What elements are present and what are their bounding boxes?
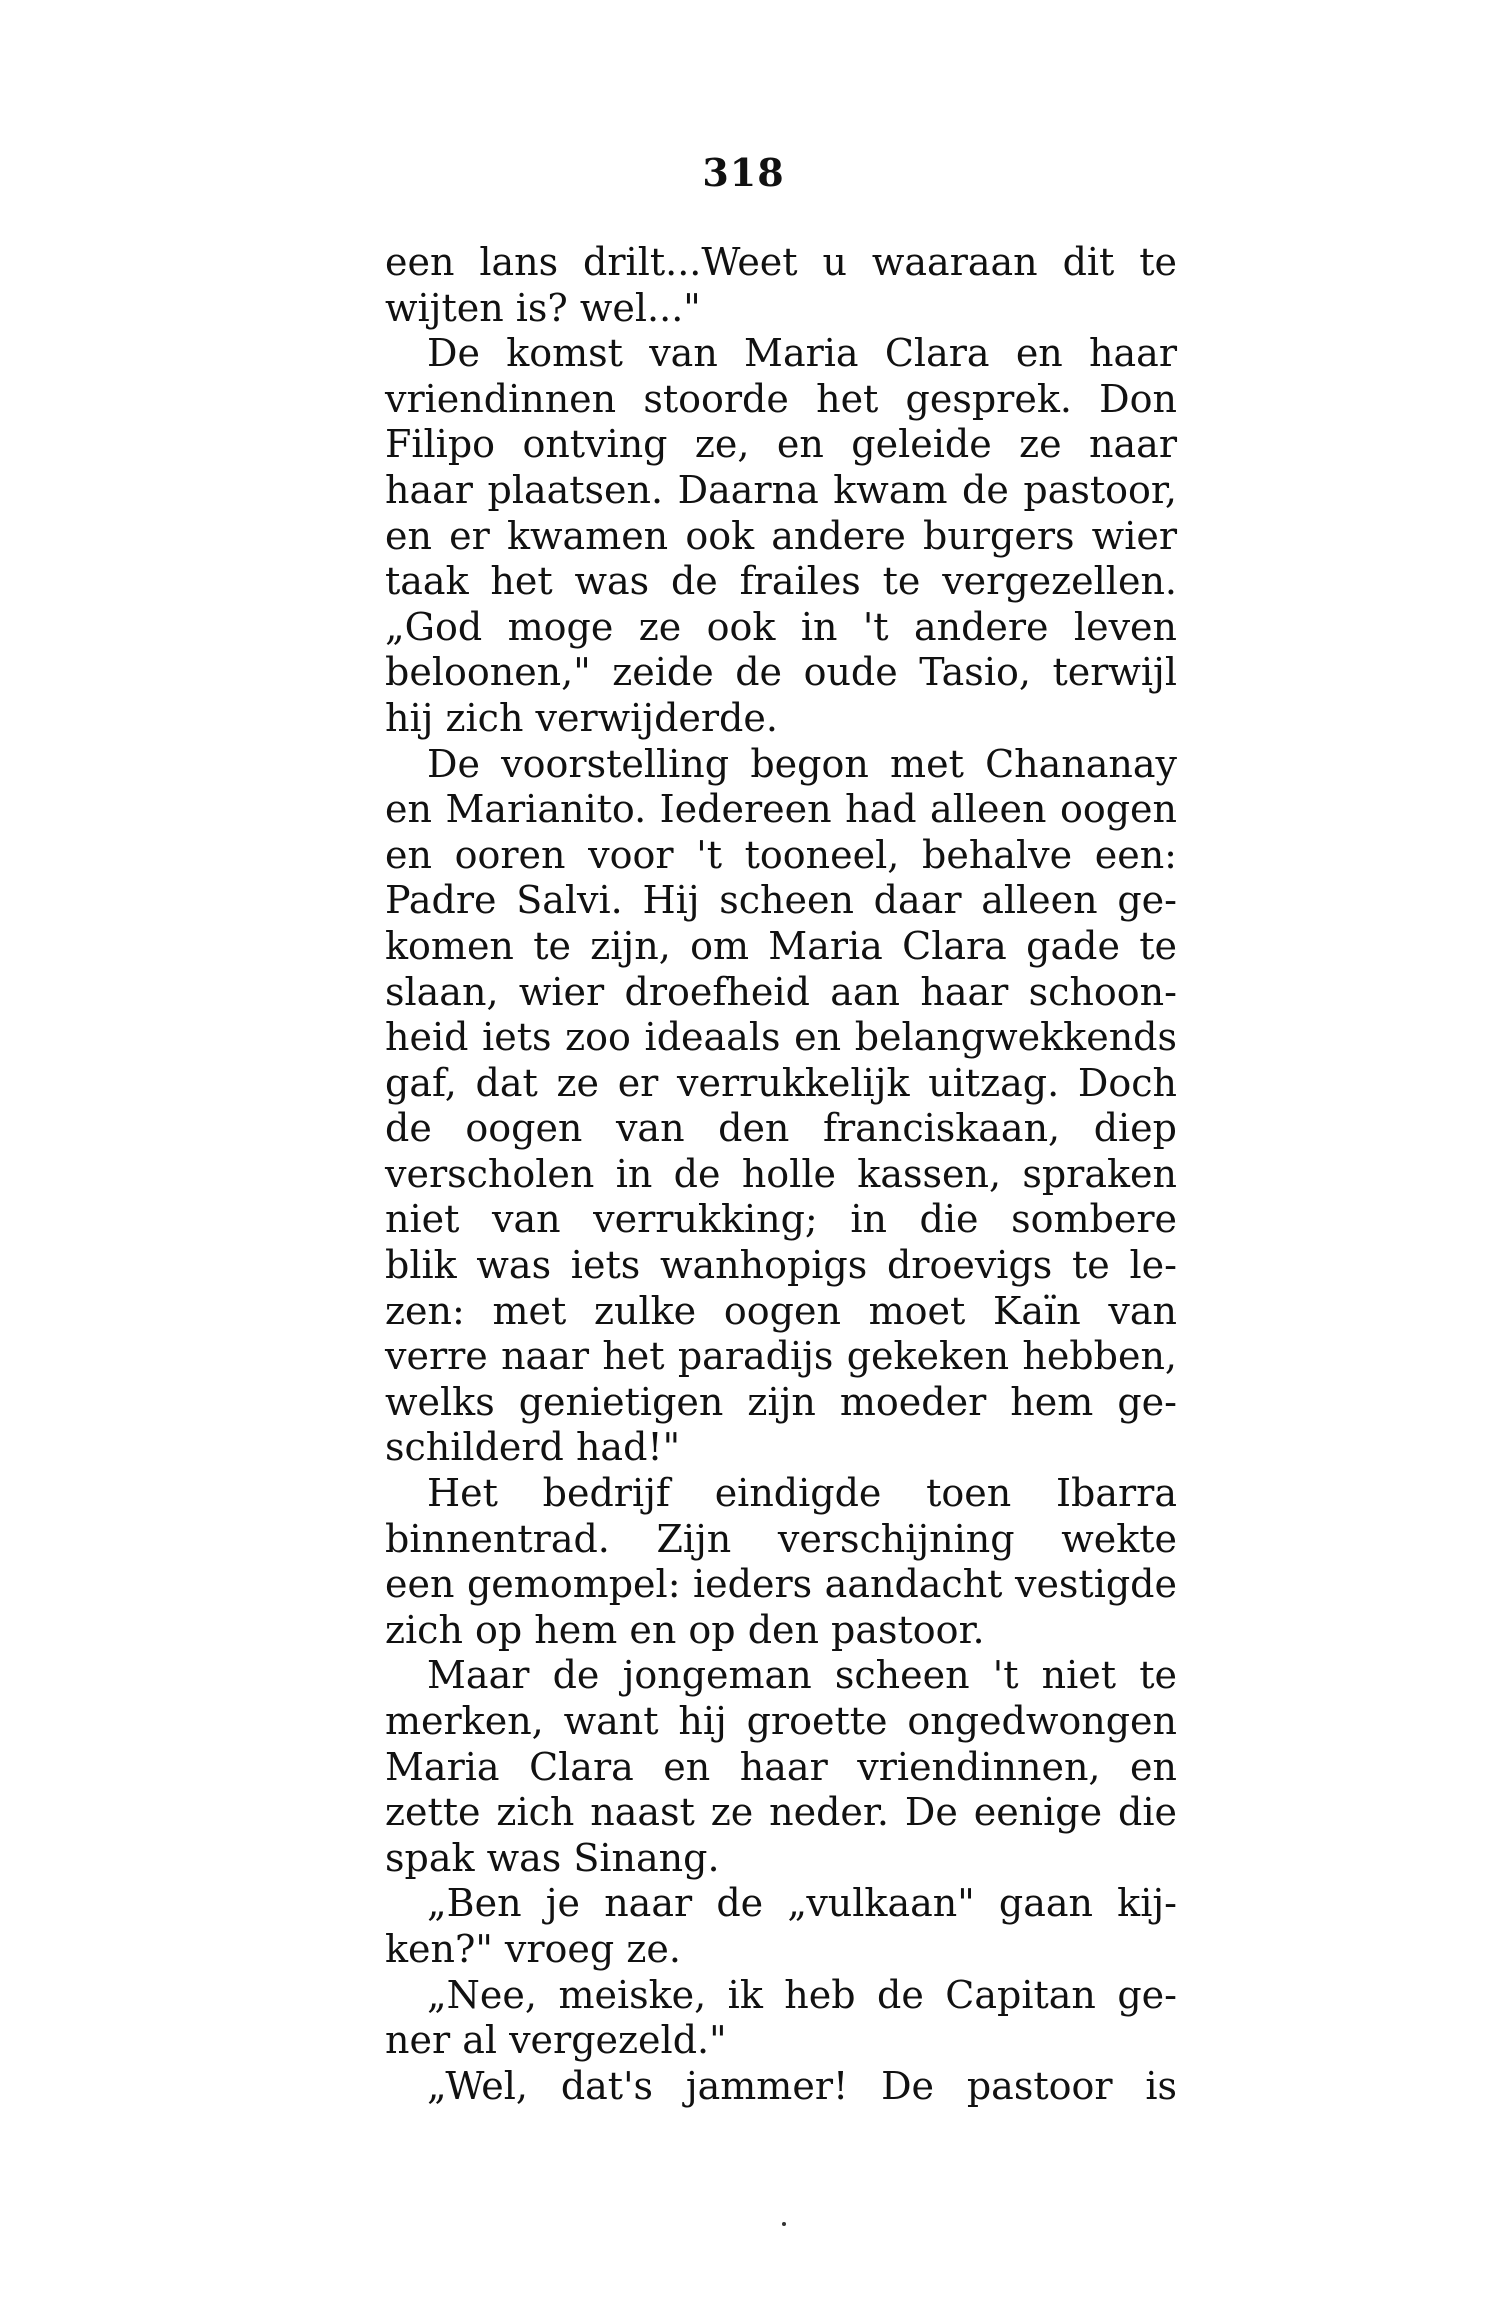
text-line: en Marianito. Iedereen had alleen oogen (385, 787, 1177, 832)
text-line: verre naar het paradijs gekeken hebben, (385, 1334, 1177, 1379)
text-line: vriendinnen stoorde het gesprek. Don (385, 376, 1177, 421)
text-line: beloonen," zeide de oude Tasio, terwijl (385, 650, 1177, 695)
text-line: Maria Clara en haar vriendinnen, en (385, 1744, 1177, 1789)
text-line: Filipo ontving ze, en geleide ze naar (385, 422, 1177, 467)
text-line: zen: met zulke oogen moet Kaïn van (385, 1288, 1177, 1333)
text-line: slaan, wier droefheid aan haar schoon- (385, 969, 1177, 1014)
page-number: 318 (702, 150, 785, 195)
text-line: Het bedrijf eindigde toen Ibarra (427, 1471, 1177, 1516)
text-line: niet van verrukking; in die sombere (385, 1197, 1177, 1242)
text-line: zette zich naast ze neder. De eenige die (385, 1790, 1177, 1835)
text-line: „God moge ze ook in 't andere leven (385, 604, 1177, 649)
text-line: De voorstelling begon met Chananay (427, 741, 1177, 786)
text-line: een gemompel: ieders aandacht vestigde (385, 1562, 1177, 1607)
text-line: De komst van Maria Clara en haar (427, 331, 1177, 376)
text-line: haar plaatsen. Daarna kwam de pastoor, (385, 467, 1177, 512)
text-line: ner al vergezeld." (385, 2018, 727, 2063)
text-line: en ooren voor 't tooneel, behalve een: (385, 832, 1177, 877)
text-line: een lans drilt...Weet u waaraan dit te (385, 240, 1177, 284)
text-line: gaf, dat ze er verrukkelijk uitzag. Doch (385, 1060, 1177, 1105)
text-line: „Ben je naar de „vulkaan" gaan kij- (427, 1881, 1177, 1926)
text-line: welks genietigen zijn moeder hem ge- (385, 1379, 1177, 1424)
text-line: schilderd had!" (385, 1425, 681, 1470)
text-line: taak het was de frailes te vergezellen. (385, 559, 1177, 604)
text-line: „Wel, dat's jammer! De pastoor is (427, 2063, 1177, 2108)
text-line: binnentrad. Zijn verschijning wekte (385, 1516, 1177, 1561)
text-line: wijten is? wel..." (385, 285, 701, 330)
text-line: en er kwamen ook andere burgers wier (385, 513, 1177, 558)
text-line: „Nee, meiske, ik heb de Capitan ge- (427, 1972, 1177, 2017)
text-line: hij zich verwijderde. (385, 695, 778, 740)
text-line: ken?" vroeg ze. (385, 1926, 681, 1971)
text-line: spak was Sinang. (385, 1835, 720, 1880)
text-line: heid iets zoo ideaals en belangwekkends (385, 1015, 1177, 1060)
text-line: merken, want hij groette ongedwongen (385, 1699, 1177, 1743)
text-line: zich op hem en op den pastoor. (385, 1607, 985, 1652)
text-line: Padre Salvi. Hij scheen daar alleen ge- (385, 878, 1177, 923)
body-text (385, 240, 1177, 2109)
text-line: verscholen in de holle kassen, spraken (385, 1151, 1177, 1196)
print-speck (782, 2222, 786, 2226)
text-line: komen te zijn, om Maria Clara gade te (385, 923, 1177, 968)
text-line: blik was iets wanhopigs droevigs te le- (385, 1243, 1177, 1288)
text-line: de oogen van den franciskaan, diep (385, 1106, 1177, 1151)
text-line: Maar de jongeman scheen 't niet te (427, 1653, 1177, 1698)
